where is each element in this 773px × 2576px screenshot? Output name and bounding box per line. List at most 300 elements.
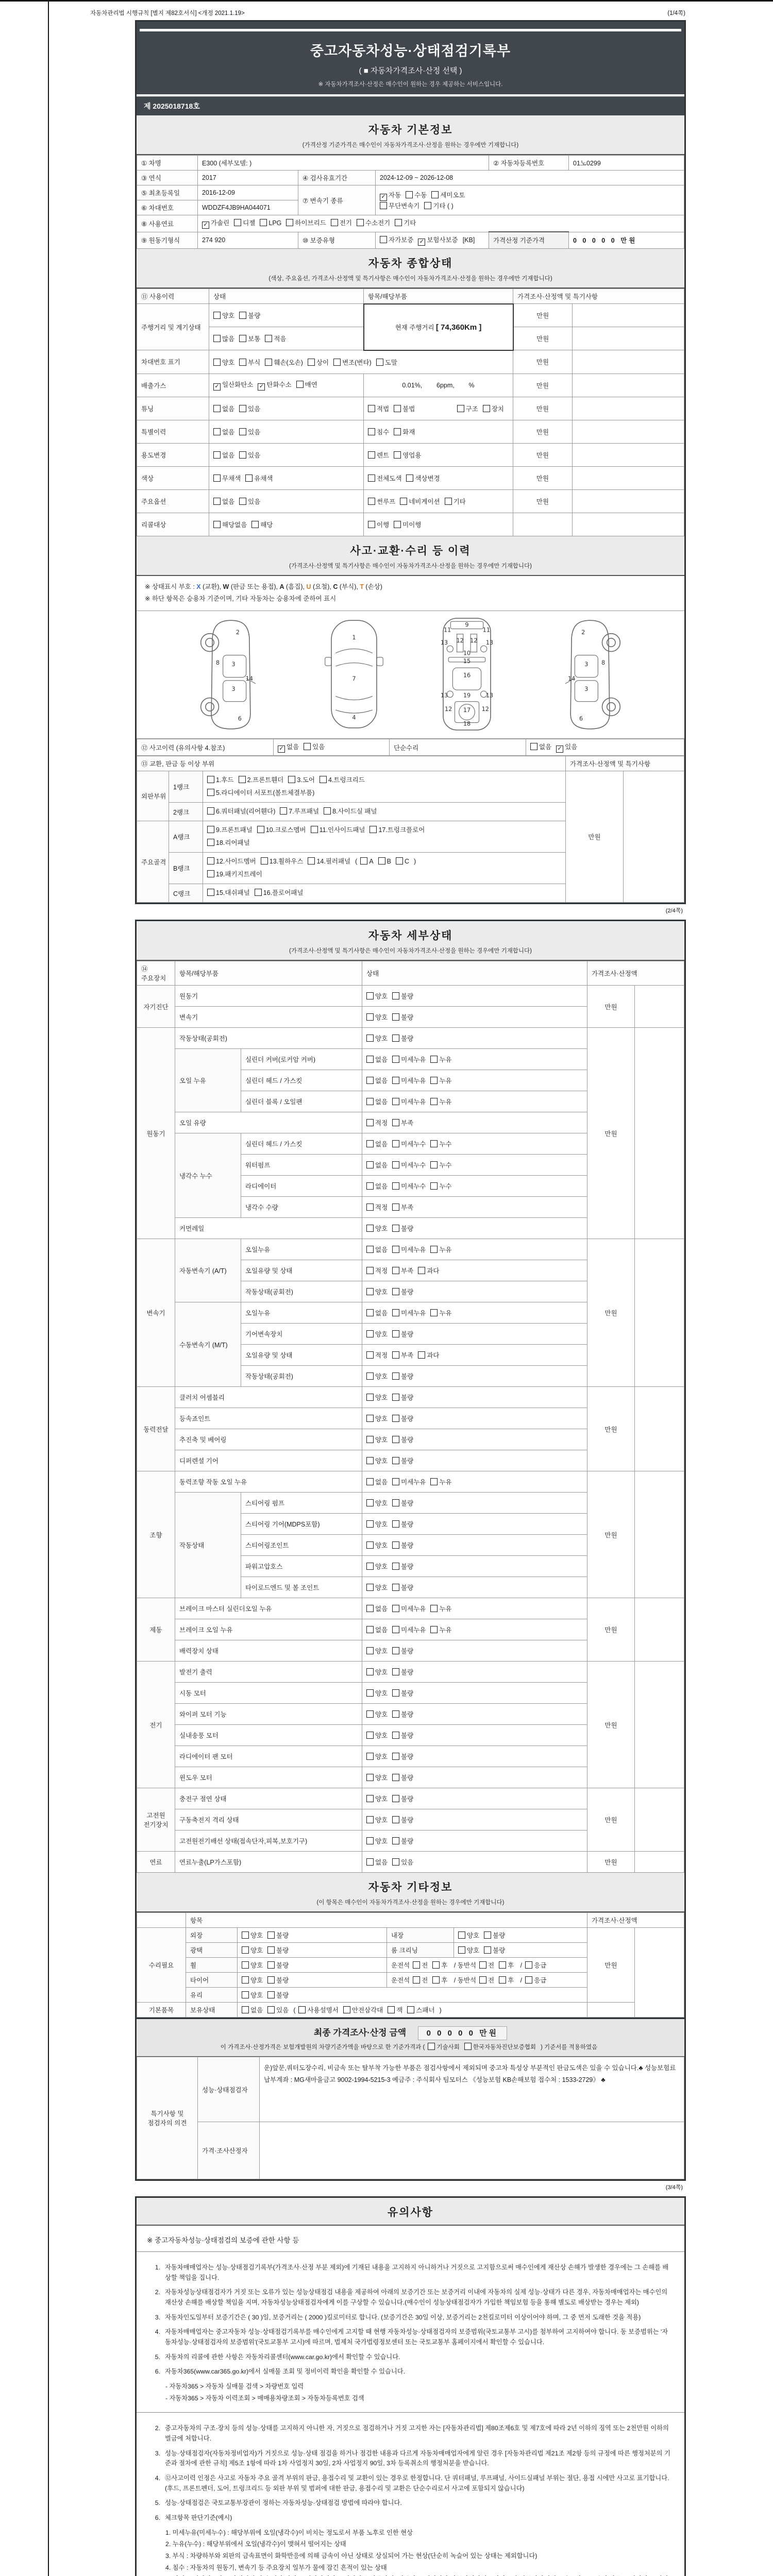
checkbox-icon[interactable]	[458, 1931, 465, 1939]
checkbox-option[interactable]	[239, 404, 260, 413]
checkbox-icon[interactable]	[239, 405, 246, 412]
checkbox-option[interactable]	[366, 1456, 388, 1465]
checkbox-checked-icon[interactable]: ✓	[213, 383, 221, 391]
checkbox-icon[interactable]	[392, 1520, 399, 1528]
checkbox-icon[interactable]	[366, 1858, 374, 1866]
checkbox-icon[interactable]	[525, 1976, 532, 1984]
checkbox-icon[interactable]	[392, 1288, 399, 1295]
checkbox-option[interactable]	[392, 1456, 413, 1465]
checkbox-icon[interactable]	[366, 1394, 374, 1401]
checkbox-icon[interactable]	[392, 1351, 399, 1359]
checkbox-icon[interactable]	[380, 236, 387, 243]
checkbox-option[interactable]	[413, 1975, 428, 1985]
checkbox-icon[interactable]	[366, 1119, 374, 1126]
checkbox-icon[interactable]	[280, 807, 287, 815]
checkbox-option[interactable]	[368, 450, 389, 460]
checkbox-option[interactable]	[207, 868, 262, 881]
checkbox-option[interactable]	[445, 497, 466, 506]
checkbox-option[interactable]	[366, 1435, 388, 1444]
checkbox-option[interactable]	[368, 404, 389, 413]
checkbox-option[interactable]	[366, 1055, 388, 1064]
checkbox-option[interactable]	[483, 404, 504, 413]
checkbox-option[interactable]	[261, 855, 304, 868]
checkbox-option[interactable]	[357, 218, 390, 227]
checkbox-option[interactable]	[484, 1945, 505, 1955]
checkbox-icon[interactable]	[430, 1309, 438, 1316]
checkbox-icon[interactable]	[242, 2006, 249, 2013]
checkbox-option[interactable]	[207, 824, 253, 837]
checkbox-icon[interactable]	[366, 1774, 374, 1781]
checkbox-icon[interactable]	[392, 1753, 399, 1760]
checkbox-icon[interactable]	[392, 1140, 399, 1147]
checkbox-option[interactable]	[280, 805, 319, 818]
checkbox-icon[interactable]	[213, 405, 221, 412]
checkbox-icon[interactable]	[368, 498, 375, 505]
checkbox-option[interactable]	[392, 1224, 413, 1233]
checkbox-option[interactable]	[479, 1960, 494, 1970]
checkbox-option[interactable]	[396, 855, 409, 868]
checkbox-option[interactable]	[324, 805, 377, 818]
checkbox-icon[interactable]	[242, 1991, 249, 1998]
checkbox-icon[interactable]	[392, 1584, 399, 1591]
checkbox-option[interactable]	[366, 1287, 388, 1296]
checkbox-option[interactable]	[430, 1139, 451, 1148]
checkbox-option[interactable]	[432, 1975, 447, 1985]
checkbox-icon[interactable]	[213, 428, 221, 435]
checkbox-icon[interactable]	[394, 405, 401, 412]
checkbox-option[interactable]	[368, 497, 395, 506]
checkbox-icon[interactable]	[400, 498, 407, 505]
checkbox-option[interactable]	[392, 1731, 413, 1740]
checkbox-option[interactable]	[369, 824, 425, 837]
checkbox-icon[interactable]	[265, 335, 272, 342]
checkbox-icon[interactable]	[392, 1436, 399, 1443]
checkbox-option[interactable]	[213, 520, 247, 529]
checkbox-icon[interactable]	[392, 1330, 399, 1337]
checkbox-icon[interactable]	[366, 1795, 374, 1802]
checkbox-icon[interactable]	[366, 1351, 374, 1359]
checkbox-icon[interactable]	[431, 191, 439, 198]
checkbox-option[interactable]	[366, 1266, 388, 1275]
checkbox-icon[interactable]	[366, 1584, 374, 1591]
checkbox-option[interactable]	[242, 1960, 263, 1970]
checkbox-option[interactable]	[392, 1646, 413, 1655]
checkbox-option[interactable]	[392, 1498, 413, 1507]
checkbox-option[interactable]	[428, 2043, 459, 2051]
checkbox-icon[interactable]	[267, 1961, 275, 1969]
checkbox-icon[interactable]	[479, 1961, 486, 1969]
checkbox-icon[interactable]	[369, 826, 377, 833]
checkbox-icon[interactable]	[311, 826, 318, 833]
checkbox-option[interactable]	[366, 1773, 388, 1782]
checkbox-icon[interactable]	[239, 451, 246, 459]
checkbox-option[interactable]	[430, 1160, 451, 1170]
checkbox-icon[interactable]	[392, 1795, 399, 1802]
checkbox-icon[interactable]	[392, 1710, 399, 1718]
checkbox-option[interactable]	[343, 2005, 383, 2014]
checkbox-option[interactable]	[239, 334, 260, 343]
checkbox-option[interactable]	[418, 1266, 439, 1275]
checkbox-option[interactable]	[366, 1836, 388, 1845]
checkbox-option[interactable]	[360, 855, 373, 868]
checkbox-option[interactable]	[392, 1076, 426, 1085]
checkbox-icon[interactable]	[368, 474, 375, 482]
checkbox-icon[interactable]	[213, 312, 221, 319]
checkbox-option[interactable]	[366, 1583, 388, 1592]
checkbox-option[interactable]	[239, 311, 260, 320]
checkbox-option[interactable]	[378, 855, 391, 868]
checkbox-icon[interactable]	[320, 776, 327, 783]
checkbox-icon[interactable]	[368, 451, 375, 459]
checkbox-option[interactable]	[430, 1308, 451, 1317]
checkbox-icon[interactable]	[392, 1457, 399, 1464]
checkbox-icon[interactable]	[445, 498, 452, 505]
checkbox-icon[interactable]	[392, 1098, 399, 1105]
checkbox-icon[interactable]	[366, 1140, 374, 1147]
checkbox-option[interactable]	[392, 991, 413, 1001]
checkbox-icon[interactable]	[483, 405, 490, 412]
checkbox-option[interactable]	[366, 1540, 388, 1550]
checkbox-icon[interactable]	[392, 1837, 399, 1844]
checkbox-icon[interactable]	[213, 451, 221, 459]
checkbox-icon[interactable]	[376, 359, 383, 366]
checkbox-icon[interactable]	[366, 1288, 374, 1295]
checkbox-option[interactable]	[288, 774, 315, 787]
checkbox-option[interactable]	[366, 1646, 388, 1655]
checkbox-option[interactable]	[430, 1477, 451, 1486]
checkbox-option[interactable]	[530, 742, 551, 751]
checkbox-icon[interactable]	[394, 521, 401, 528]
checkbox-checked-icon[interactable]: ✓	[418, 239, 425, 246]
checkbox-icon[interactable]	[430, 1605, 438, 1612]
checkbox-icon[interactable]	[525, 1961, 532, 1969]
checkbox-option[interactable]	[366, 1329, 388, 1338]
checkbox-icon[interactable]	[368, 405, 375, 412]
checkbox-option[interactable]	[368, 427, 389, 436]
checkbox-option[interactable]	[392, 1118, 413, 1127]
checkbox-icon[interactable]	[430, 1056, 438, 1063]
checkbox-option[interactable]	[388, 2005, 402, 2014]
checkbox-option[interactable]	[265, 334, 286, 343]
checkbox-option[interactable]	[368, 520, 389, 529]
checkbox-option[interactable]	[392, 1562, 413, 1571]
checkbox-option[interactable]	[413, 1960, 428, 1970]
checkbox-icon[interactable]	[239, 359, 246, 366]
checkbox-checked-icon[interactable]: ✓	[278, 745, 285, 753]
checkbox-option[interactable]	[366, 1562, 388, 1571]
checkbox-option[interactable]	[213, 473, 241, 483]
checkbox-icon[interactable]	[457, 405, 464, 412]
checkbox-option[interactable]	[366, 1731, 388, 1740]
checkbox-checked-icon[interactable]: ✓	[202, 222, 209, 229]
checkbox-icon[interactable]	[366, 1182, 374, 1190]
checkbox-option[interactable]	[267, 1975, 289, 1985]
checkbox-option[interactable]	[392, 1604, 426, 1613]
checkbox-icon[interactable]	[458, 1946, 465, 1954]
checkbox-icon[interactable]	[207, 839, 214, 846]
checkbox-icon[interactable]	[392, 992, 399, 999]
checkbox-icon[interactable]	[207, 857, 214, 865]
checkbox-option[interactable]	[556, 742, 577, 753]
checkbox-option[interactable]	[376, 358, 397, 367]
checkbox-option[interactable]	[432, 1960, 447, 1970]
checkbox-icon[interactable]	[378, 857, 385, 865]
checkbox-option[interactable]	[267, 1930, 289, 1940]
checkbox-option[interactable]	[267, 2005, 289, 2014]
checkbox-icon[interactable]	[407, 2006, 414, 2013]
checkbox-option[interactable]	[430, 1055, 451, 1064]
checkbox-icon[interactable]	[392, 1161, 399, 1168]
checkbox-icon[interactable]	[239, 428, 246, 435]
checkbox-option[interactable]	[296, 380, 317, 389]
checkbox-option[interactable]	[242, 2005, 263, 2014]
checkbox-option[interactable]	[366, 1224, 388, 1233]
checkbox-option[interactable]	[366, 1477, 388, 1486]
checkbox-option[interactable]	[242, 1930, 263, 1940]
checkbox-icon[interactable]	[392, 1774, 399, 1781]
checkbox-option[interactable]	[278, 742, 299, 753]
checkbox-option[interactable]	[213, 358, 234, 367]
checkbox-icon[interactable]	[331, 219, 338, 226]
checkbox-option[interactable]	[213, 427, 234, 436]
checkbox-icon[interactable]	[430, 1140, 438, 1147]
checkbox-option[interactable]	[213, 334, 234, 343]
checkbox-option[interactable]	[207, 787, 314, 800]
checkbox-option[interactable]	[366, 1202, 388, 1212]
checkbox-option[interactable]	[366, 1012, 388, 1022]
checkbox-icon[interactable]	[366, 1541, 374, 1549]
checkbox-option[interactable]	[458, 1930, 479, 1940]
checkbox-option[interactable]	[267, 1990, 289, 1999]
checkbox-option[interactable]	[366, 1160, 388, 1170]
checkbox-option[interactable]	[392, 1794, 413, 1803]
checkbox-icon[interactable]	[366, 1161, 374, 1168]
checkbox-option[interactable]	[458, 1945, 479, 1955]
checkbox-option[interactable]	[304, 742, 325, 751]
checkbox-option[interactable]	[368, 473, 401, 483]
checkbox-icon[interactable]	[392, 1626, 399, 1633]
checkbox-option[interactable]	[392, 1519, 413, 1529]
checkbox-icon[interactable]	[392, 1816, 399, 1823]
checkbox-icon[interactable]	[366, 1415, 374, 1422]
checkbox-icon[interactable]	[366, 1077, 374, 1084]
checkbox-option[interactable]	[366, 1097, 388, 1106]
checkbox-option[interactable]	[392, 1160, 426, 1170]
checkbox-option[interactable]	[392, 1097, 426, 1106]
checkbox-icon[interactable]	[267, 1976, 275, 1984]
checkbox-icon[interactable]	[392, 1056, 399, 1063]
checkbox-icon[interactable]	[430, 1626, 438, 1633]
checkbox-icon[interactable]	[213, 359, 221, 366]
checkbox-icon[interactable]	[368, 521, 375, 528]
checkbox-checked-icon[interactable]: ✓	[258, 383, 265, 391]
checkbox-option[interactable]	[366, 1667, 388, 1676]
checkbox-option[interactable]	[394, 450, 421, 460]
checkbox-icon[interactable]	[530, 743, 537, 750]
checkbox-option[interactable]	[207, 855, 256, 868]
checkbox-option[interactable]	[392, 1625, 426, 1634]
checkbox-option[interactable]	[392, 1371, 413, 1381]
checkbox-option[interactable]	[366, 1604, 388, 1613]
checkbox-icon[interactable]	[366, 1626, 374, 1633]
checkbox-icon[interactable]	[267, 1931, 275, 1939]
checkbox-icon[interactable]	[430, 1478, 438, 1485]
checkbox-option[interactable]	[392, 1202, 413, 1212]
checkbox-option[interactable]	[366, 1752, 388, 1761]
checkbox-icon[interactable]	[464, 2043, 472, 2050]
checkbox-icon[interactable]	[366, 1710, 374, 1718]
checkbox-icon[interactable]	[392, 1605, 399, 1612]
checkbox-option[interactable]	[366, 1857, 388, 1867]
checkbox-option[interactable]	[418, 235, 458, 246]
checkbox-option[interactable]	[251, 520, 273, 529]
checkbox-icon[interactable]	[366, 1499, 374, 1506]
checkbox-icon[interactable]	[418, 1267, 425, 1274]
checkbox-icon[interactable]	[366, 1478, 374, 1485]
checkbox-option[interactable]	[366, 1118, 388, 1127]
checkbox-option[interactable]	[207, 774, 234, 787]
checkbox-option[interactable]	[242, 1945, 263, 1955]
checkbox-option[interactable]	[392, 1477, 426, 1486]
checkbox-icon[interactable]	[392, 1647, 399, 1654]
checkbox-option[interactable]	[213, 497, 234, 506]
checkbox-option[interactable]	[484, 1930, 505, 1940]
checkbox-option[interactable]	[395, 218, 416, 227]
checkbox-icon[interactable]	[207, 776, 214, 783]
checkbox-icon[interactable]	[245, 474, 253, 482]
checkbox-option[interactable]	[267, 1960, 289, 1970]
checkbox-icon[interactable]	[366, 1372, 374, 1380]
checkbox-icon[interactable]	[368, 428, 375, 435]
checkbox-icon[interactable]	[213, 474, 221, 482]
checkbox-icon[interactable]	[406, 191, 413, 198]
checkbox-icon[interactable]	[394, 451, 401, 459]
checkbox-option[interactable]	[430, 1097, 451, 1106]
checkbox-icon[interactable]	[366, 1013, 374, 1021]
checkbox-icon[interactable]	[428, 2043, 435, 2050]
checkbox-icon[interactable]	[418, 1351, 425, 1359]
checkbox-option[interactable]	[392, 1709, 413, 1719]
checkbox-option[interactable]	[257, 824, 306, 837]
checkbox-icon[interactable]	[251, 521, 259, 528]
checkbox-icon[interactable]	[234, 219, 241, 226]
checkbox-icon[interactable]	[392, 1478, 399, 1485]
checkbox-option[interactable]	[366, 1625, 388, 1634]
checkbox-icon[interactable]	[396, 857, 403, 865]
checkbox-checked-icon[interactable]: ✓	[380, 194, 387, 201]
checkbox-icon[interactable]	[392, 1013, 399, 1021]
checkbox-option[interactable]	[242, 1990, 263, 1999]
checkbox-icon[interactable]	[333, 359, 341, 366]
checkbox-icon[interactable]	[242, 1931, 249, 1939]
checkbox-icon[interactable]	[380, 202, 387, 209]
checkbox-option[interactable]	[311, 824, 365, 837]
checkbox-icon[interactable]	[366, 1330, 374, 1337]
checkbox-option[interactable]	[234, 218, 255, 227]
checkbox-option[interactable]	[392, 1752, 413, 1761]
checkbox-option[interactable]	[392, 1435, 413, 1444]
checkbox-option[interactable]	[366, 1245, 388, 1254]
checkbox-option[interactable]	[207, 887, 250, 900]
checkbox-icon[interactable]	[366, 1732, 374, 1739]
checkbox-option[interactable]	[394, 427, 415, 436]
checkbox-option[interactable]	[366, 1076, 388, 1085]
checkbox-option[interactable]	[366, 1794, 388, 1803]
checkbox-icon[interactable]	[430, 1098, 438, 1105]
checkbox-icon[interactable]	[242, 1976, 249, 1984]
checkbox-icon[interactable]	[213, 498, 221, 505]
checkbox-option[interactable]	[239, 774, 284, 787]
checkbox-option[interactable]	[366, 1414, 388, 1423]
checkbox-icon[interactable]	[308, 857, 315, 865]
checkbox-icon[interactable]	[430, 1182, 438, 1190]
checkbox-icon[interactable]	[430, 1161, 438, 1168]
checkbox-icon[interactable]	[267, 2006, 275, 2013]
checkbox-icon[interactable]	[255, 889, 262, 896]
checkbox-option[interactable]	[207, 837, 250, 850]
checkbox-option[interactable]	[499, 1975, 514, 1985]
checkbox-option[interactable]	[366, 991, 388, 1001]
checkbox-icon[interactable]	[366, 1520, 374, 1528]
checkbox-icon[interactable]	[304, 743, 311, 750]
checkbox-option[interactable]	[407, 2005, 434, 2014]
checkbox-option[interactable]	[380, 201, 419, 210]
checkbox-option[interactable]	[380, 235, 413, 244]
checkbox-option[interactable]	[392, 1139, 426, 1148]
checkbox-icon[interactable]	[267, 1991, 275, 1998]
checkbox-icon[interactable]	[242, 1946, 249, 1954]
checkbox-checked-icon[interactable]: ✓	[556, 745, 563, 753]
checkbox-option[interactable]	[366, 1815, 388, 1824]
checkbox-option[interactable]	[380, 190, 401, 201]
checkbox-option[interactable]	[392, 1012, 413, 1022]
checkbox-icon[interactable]	[424, 202, 431, 209]
checkbox-icon[interactable]	[207, 889, 214, 896]
checkbox-option[interactable]	[202, 218, 229, 229]
checkbox-option[interactable]	[255, 887, 304, 900]
checkbox-icon[interactable]	[392, 1077, 399, 1084]
checkbox-option[interactable]	[213, 380, 253, 391]
checkbox-option[interactable]	[366, 1709, 388, 1719]
checkbox-option[interactable]	[406, 473, 440, 483]
checkbox-icon[interactable]	[484, 1931, 491, 1939]
checkbox-option[interactable]	[392, 1815, 413, 1824]
checkbox-icon[interactable]	[366, 1267, 374, 1274]
checkbox-icon[interactable]	[413, 1961, 420, 1969]
checkbox-option[interactable]	[418, 1350, 439, 1360]
checkbox-option[interactable]	[392, 1583, 413, 1592]
checkbox-icon[interactable]	[239, 776, 246, 783]
checkbox-icon[interactable]	[392, 1267, 399, 1274]
checkbox-icon[interactable]	[366, 1436, 374, 1443]
checkbox-icon[interactable]	[366, 1668, 374, 1675]
checkbox-option[interactable]	[392, 1287, 413, 1296]
checkbox-icon[interactable]	[366, 1204, 374, 1211]
checkbox-option[interactable]	[333, 358, 372, 367]
checkbox-icon[interactable]	[406, 474, 413, 482]
checkbox-option[interactable]	[213, 311, 234, 320]
checkbox-option[interactable]	[245, 473, 273, 483]
checkbox-option[interactable]	[392, 1329, 413, 1338]
checkbox-option[interactable]	[499, 1960, 514, 1970]
checkbox-option[interactable]	[213, 450, 234, 460]
checkbox-icon[interactable]	[324, 807, 331, 815]
checkbox-icon[interactable]	[366, 992, 374, 999]
checkbox-icon[interactable]	[360, 857, 367, 865]
checkbox-option[interactable]	[286, 218, 326, 227]
checkbox-icon[interactable]	[388, 2006, 395, 2013]
checkbox-option[interactable]	[392, 1667, 413, 1676]
